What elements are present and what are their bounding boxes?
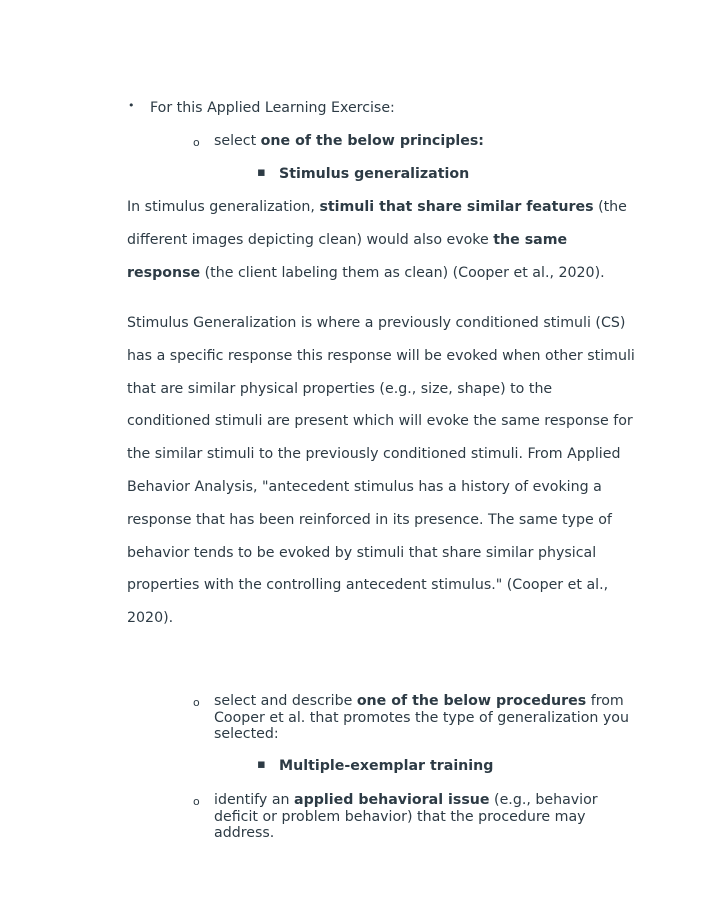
para1-l3-post: (the client labeling them as clean) (Cooper et al., 2020). <box>200 265 605 281</box>
para1-l1-post: (the <box>593 199 627 215</box>
exercise-intro: For this Applied Learning Exercise: <box>150 100 395 116</box>
para2-line: 2020). <box>127 610 174 626</box>
para1-l1-pre: In stimulus generalization, <box>127 199 320 215</box>
issue-instruction-pre: identify an <box>214 792 295 808</box>
procedure-instruction-bold: one of the below procedures <box>356 693 587 709</box>
principle-label-text: Stimulus generalization <box>279 166 470 182</box>
para2-line: Stimulus Generalization is where a previously conditioned stimuli (CS) <box>127 315 626 331</box>
para1-line2 <box>127 232 567 248</box>
issue-instruction-post: (e.g., behavior deficit or problem behavior) that the procedure may address. <box>214 792 598 841</box>
para2-line: has a specific response this response will be evoked when other stimuli <box>127 348 635 364</box>
bullet-circle: o <box>193 795 200 808</box>
bullet-circle: o <box>193 136 200 149</box>
issue-instruction-bold: applied behavioral issue <box>294 792 490 808</box>
para1-l2-bold: the same <box>493 232 568 248</box>
para2-line: response that has been reinforced in its presence. The same type of <box>127 512 612 528</box>
para2-line: the similar stimuli to the previously conditioned stimuli. From Applied <box>127 446 621 462</box>
procedure-instruction-pre: select and describe <box>214 693 357 709</box>
issue-instruction <box>214 792 644 842</box>
para2-line: that are similar physical properties (e.g., size, shape) to the <box>127 381 553 397</box>
principle-instruction <box>214 133 484 149</box>
principle-label <box>279 166 469 182</box>
bullet-square: ▪ <box>257 757 266 772</box>
bullet-circle: o <box>193 696 200 709</box>
procedure-label-text: Multiple-exemplar training <box>279 758 494 774</box>
para1-l2-pre: different images depicting clean) would also evoke <box>127 232 494 248</box>
para1-l3-bold: response <box>127 265 201 281</box>
para2-line: properties with the controlling antecedent stimulus." (Cooper et al., <box>127 577 609 593</box>
para2-line: Behavior Analysis, "antecedent stimulus has a history of evoking a <box>127 479 602 495</box>
para1-line1 <box>127 199 627 215</box>
para2-line: conditioned stimuli are present which will evoke the same response for <box>127 413 633 429</box>
procedure-instruction <box>214 693 644 743</box>
bullet-square: ▪ <box>257 165 266 180</box>
para1-line3 <box>127 265 605 281</box>
para2-line: behavior tends to be evoked by stimuli that share similar physical <box>127 545 597 561</box>
procedure-label <box>279 758 493 774</box>
principle-instruction-pre: select <box>214 133 261 149</box>
procedure-instruction-post: from Cooper et al. that promotes the type of generalization you selected: <box>214 693 629 742</box>
para1-l1-bold: stimuli that share similar features <box>319 199 594 215</box>
bullet-disc: • <box>128 99 135 112</box>
principle-instruction-bold: one of the below principles: <box>260 133 484 149</box>
